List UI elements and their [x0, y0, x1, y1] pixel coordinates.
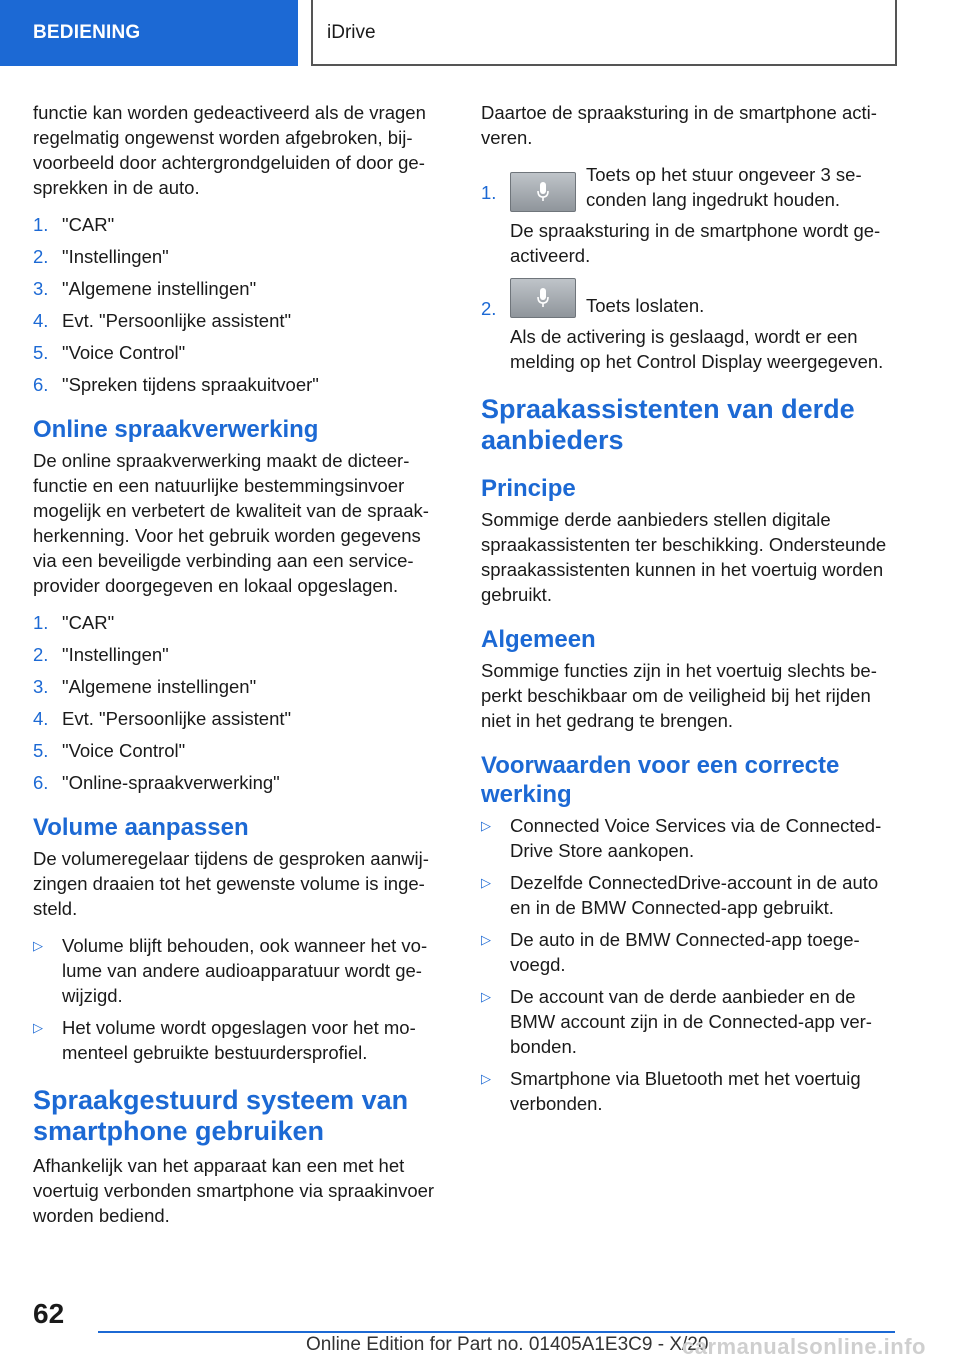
list-item: 6. "Online-spraakverwerking"	[33, 772, 280, 793]
step-2: 2. Toets loslaten. Als de activering is geslaagd, wordt er een melding op het Control Display weergegeven.	[481, 278, 901, 374]
triangle-bullet-icon: ▷	[33, 1020, 43, 1035]
online-speech-text: De online spraakverwerking maakt de dicteerfunctie en een natuurlijke bestemmingsinvoer mogelijk en verbetert de kwaliteit van de spraakherkenning. Voor het gebruik worden gegevens via een beveiligde verbinding aan een serviceprovider doorgegeven en lokaal opgeslagen.	[33, 450, 429, 596]
heading-principle: Principe	[481, 475, 576, 502]
list-item: 1. "CAR"	[33, 214, 115, 235]
list-item: ▷ Connected Voice Services via de ConnectedDrive Store aankopen.	[481, 815, 882, 861]
heading-smartphone-voice: Spraakgestuurd systeem van smartphone gebruiken	[33, 1085, 409, 1146]
list-item: ▷ De auto in de BMW Connected-app toegevoegd.	[481, 929, 860, 975]
list-item: 2. "Instellingen"	[33, 644, 169, 665]
heading-volume: Volume aanpassen	[33, 814, 249, 841]
left-column	[33, 100, 443, 1240]
list-item: ▷ Smartphone via Bluetooth met het voertuig verbonden.	[481, 1068, 861, 1114]
heading-general: Algemeen	[481, 626, 596, 653]
right-intro: Daartoe de spraaksturing in de smartphone activeren.	[481, 102, 877, 148]
heading-online-speech: Online spraakverwerking	[33, 416, 319, 443]
microphone-icon	[510, 172, 576, 212]
triangle-bullet-icon: ▷	[481, 989, 491, 1004]
requirements-list	[481, 813, 901, 1116]
heading-third-party-assistants: Spraakassistenten van derde aanbieders	[481, 394, 855, 455]
triangle-bullet-icon: ▷	[33, 938, 43, 953]
right-column	[481, 100, 901, 1126]
list-item: ▷ Het volume wordt opgeslagen voor het momenteel gebruikte bestuurdersprofiel.	[33, 1017, 416, 1063]
list-item: 4. Evt. "Persoonlijke assistent"	[33, 310, 292, 331]
principle-text: Sommige derde aanbieders stellen digitale spraakassistenten ter beschikking. Ondersteunde spraakassistenten kunnen in het voertuig worden gebruikt.	[481, 509, 887, 605]
settings-list-1	[33, 212, 443, 397]
microphone-icon	[510, 278, 576, 318]
general-text: Sommige functies zijn in het voertuig slechts beperkt beschikbaar om de veiligheid bij het rijden niet in het gedrang te brengen.	[481, 660, 877, 731]
list-item: 3. "Algemene instellingen"	[33, 676, 257, 697]
section-tab: BEDIENING	[0, 0, 298, 66]
list-item: 5. "Voice Control"	[33, 342, 186, 363]
page-number: 62	[33, 1298, 65, 1329]
list-item: 5. "Voice Control"	[33, 740, 186, 761]
topic-tab: iDrive	[311, 0, 897, 66]
list-item: 6. "Spreken tijdens spraakuitvoer"	[33, 374, 319, 395]
list-item: ▷ Volume blijft behouden, ook wanneer het volume van andere audioapparatuur wordt gewijzigd.	[33, 935, 428, 1006]
list-item: 2. "Instellingen"	[33, 246, 169, 267]
list-item: ▷ Dezelfde ConnectedDrive-account in de auto en in de BMW Connected-app gebruikt.	[481, 872, 879, 918]
heading-requirements: Voorwaarden voor een correcte werking	[481, 752, 840, 808]
list-item: ▷ De account van de derde aanbieder en de BMW account zijn in de Connected-app verbonden.	[481, 986, 872, 1057]
edition-text: Online Edition for Part no. 01405A1E3C9 - X/20	[306, 1334, 709, 1355]
watermark: carmanualsonline.info	[682, 1334, 926, 1359]
list-item: 4. Evt. "Persoonlijke assistent"	[33, 708, 292, 729]
settings-list-2	[33, 610, 443, 795]
step-1: 1. Toets op het stuur ongeveer 3 seconden lang ingedrukt houden. De spraaksturing in de smartphone wordt geactiveerd.	[481, 164, 881, 266]
list-item: 3. "Algemene instellingen"	[33, 278, 257, 299]
page-header	[0, 0, 960, 66]
smartphone-text: Afhankelijk van het apparaat kan een met het voertuig verbonden smartphone via spraakinvoer worden bediend.	[33, 1155, 435, 1226]
triangle-bullet-icon: ▷	[481, 818, 491, 833]
triangle-bullet-icon: ▷	[481, 1071, 491, 1086]
left-intro: functie kan worden gedeactiveerd als de vragen regelmatig ongewenst worden afgebroken, bijvoorbeeld door achtergrondgeluiden of door gesprekken in de auto.	[33, 102, 426, 198]
volume-bullets	[33, 933, 443, 1065]
volume-text: De volumeregelaar tijdens de gesproken aanwijzingen draaien tot het gewenste volume is ingesteld.	[33, 848, 429, 919]
triangle-bullet-icon: ▷	[481, 875, 491, 890]
triangle-bullet-icon: ▷	[481, 932, 491, 947]
list-item: 1. "CAR"	[33, 612, 115, 633]
